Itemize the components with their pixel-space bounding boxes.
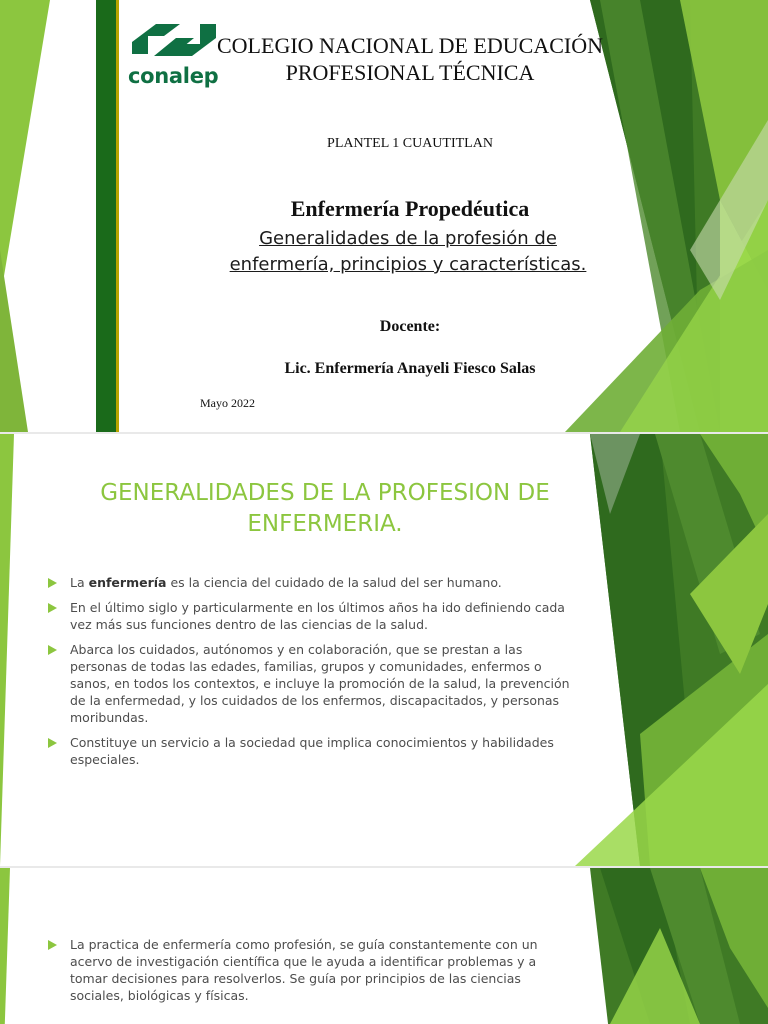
topic-title bbox=[178, 226, 638, 278]
topic-line2: enfermería, principios y características. bbox=[229, 254, 587, 275]
bullet-text: Constituye un servicio a la sociedad que implica conocimientos y habilidades especiales. bbox=[70, 735, 554, 767]
bullet-arrow-icon bbox=[48, 645, 57, 655]
bullet-arrow-icon bbox=[48, 940, 57, 950]
bullet-text-pre: La bbox=[70, 575, 89, 590]
bullet-text: La practica de enfermería como profesión, se guía constantemente con un acervo de investigación científica que le ayuda a identificar problemas y a tomar decisiones para resolverlos. Se guía por principios de las ciencias sociales, biológicas y físicas. bbox=[70, 937, 538, 1003]
slide-title-line2: ENFERMERIA. bbox=[247, 511, 403, 537]
campus-name: PLANTEL 1 CUAUTITLAN bbox=[327, 136, 493, 151]
bullet-text: En el último siglo y particularmente en los últimos años ha ido definiendo cada vez más sus funciones dentro de las ciencias de la salud. bbox=[70, 600, 565, 632]
bullet-list bbox=[48, 936, 558, 1012]
bullet-list bbox=[48, 574, 578, 776]
list-item bbox=[48, 734, 578, 768]
course-title: Enfermería Propedéutica bbox=[290, 196, 530, 221]
institution-name bbox=[200, 32, 620, 86]
bullet-arrow-icon bbox=[48, 738, 57, 748]
institution-name-line2: PROFESIONAL TÉCNICA bbox=[285, 60, 535, 85]
title-slide bbox=[0, 0, 768, 432]
content-slide-practica bbox=[0, 868, 768, 1024]
presentation-date: Mayo 2022 bbox=[200, 396, 255, 410]
bullet-text: Abarca los cuidados, autónomos y en colaboración, que se prestan a las personas de todas las edades, familias, grupos y comunidades, enfermos o sanos, en todos los contextos, e incluye la promoción de la salud, la prevención de la enfermedad, y los cuidados de los enfermos, discapacitados, y personas moribundas. bbox=[70, 642, 570, 725]
bullet-arrow-icon bbox=[48, 578, 57, 588]
bullet-text-bold: enfermería bbox=[88, 575, 167, 590]
topic-line1: Generalidades de la profesión de bbox=[259, 228, 557, 249]
list-item bbox=[48, 641, 578, 726]
slide-title-line1: GENERALIDADES DE LA PROFESION DE bbox=[100, 480, 550, 506]
list-item bbox=[48, 599, 578, 633]
list-item bbox=[48, 936, 558, 1004]
bullet-arrow-icon bbox=[48, 603, 57, 613]
teacher-name: Lic. Enfermería Anayeli Fiesco Salas bbox=[284, 360, 536, 377]
left-accent-stripe bbox=[116, 0, 119, 432]
teacher-label: Docente: bbox=[379, 318, 441, 335]
institution-name-line1: COLEGIO NACIONAL DE EDUCACIÓN bbox=[217, 33, 603, 58]
list-item bbox=[48, 574, 578, 591]
slide-title bbox=[60, 478, 590, 540]
content-slide-generalidades bbox=[0, 434, 768, 866]
bullet-text-post: es la ciencia del cuidado de la salud del ser humano. bbox=[166, 575, 502, 590]
left-accent-bar bbox=[96, 0, 116, 432]
conalep-wordmark: conalep bbox=[128, 64, 219, 88]
